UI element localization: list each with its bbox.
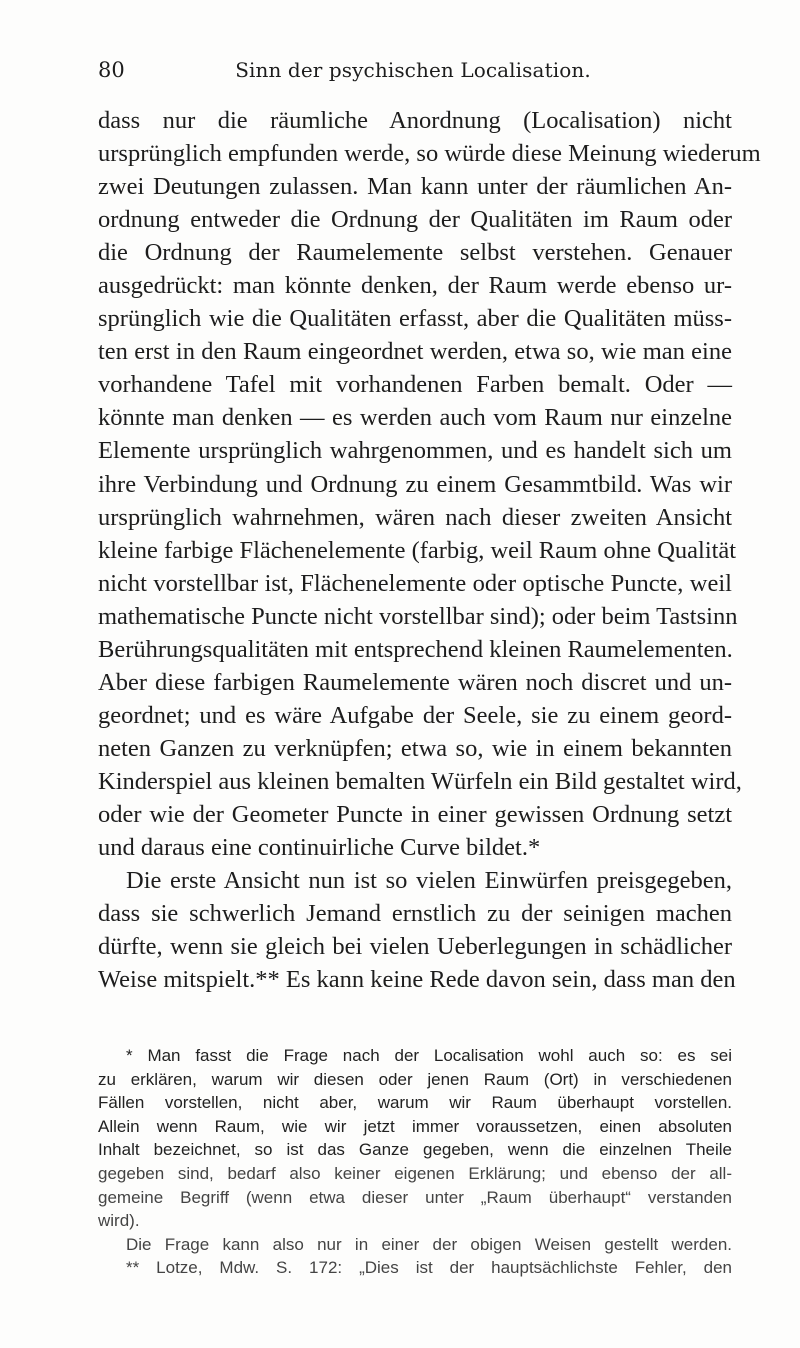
text-line: Die erste Ansicht nun ist so vielen Einwürfen preisgegeben, — [126, 867, 732, 895]
text-line: ursprünglich empfunden werde, so würde diese Meinung wiederum — [98, 140, 761, 168]
text-line: kleine farbige Flächenelemente (farbig, weil Raum ohne Qualität — [98, 536, 737, 564]
text-line: zwei Deutungen zulassen. Man kann unter der räumlichen An- — [98, 173, 732, 201]
page-header — [98, 58, 728, 88]
text-line: sprünglich wie die Qualitäten erfasst, aber die Qualitäten müss- — [98, 305, 732, 333]
footnote-line: gegeben sind, bedarf also keiner eigenen Erklärung; und ebenso der all- — [98, 1163, 732, 1183]
text-line: Aber diese farbigen Raumelemente wären noch discret und un- — [98, 668, 732, 696]
footnote-line: zu erklären, warum wir diesen oder jenen Raum (Ort) in verschiedenen — [98, 1069, 732, 1089]
text-line: könnte man denken — es werden auch vom Raum nur einzelne — [98, 404, 732, 432]
text-line: dass nur die räumliche Anordnung (Localisation) nicht — [98, 107, 732, 134]
text-line: Kinderspiel aus kleinen bemalten Würfeln ein Bild gestaltet wird, — [98, 767, 742, 795]
footnote-line: Fällen vorstellen, nicht aber, warum wir Raum überhaupt vorstellen. — [98, 1093, 732, 1113]
text-line: ihre Verbindung und Ordnung zu einem Gesammtbild. Was wir — [98, 470, 732, 498]
footnote-line: wird). — [98, 1211, 140, 1231]
footnote-line: ** Lotze, Mdw. S. 172: „Dies ist der hauptsächlichste Fehler, den — [126, 1258, 732, 1278]
text-line: die Ordnung der Raumelemente selbst verstehen. Genauer — [98, 239, 732, 267]
text-line: ursprünglich wahrnehmen, wären nach dieser zweiten Ansicht — [98, 503, 732, 531]
footnote-line: Allein wenn Raum, wie wir jetzt immer voraussetzen, einen absoluten — [98, 1116, 732, 1136]
text-line: ausgedrückt: man könnte denken, der Raum werde ebenso ur- — [98, 272, 732, 300]
text-line: mathematische Puncte nicht vorstellbar sind); oder beim Tastsinn — [98, 602, 738, 630]
text-line: Berührungsqualitäten mit entsprechend kleinen Raumelementen. — [98, 635, 733, 663]
text-line: Weise mitspielt.** Es kann keine Rede davon sein, dass man den — [98, 966, 736, 994]
text-line: und daraus eine continuirliche Curve bildet.* — [98, 834, 541, 862]
text-line: nicht vorstellbar ist, Flächenelemente oder optische Puncte, weil — [98, 569, 732, 597]
text-line: oder wie der Geometer Puncte in einer gewissen Ordnung setzt — [98, 800, 732, 828]
text-line: dürfte, wenn sie gleich bei vielen Ueberlegungen in schädlicher — [98, 933, 732, 961]
text-line: ordnung entweder die Ordnung der Qualitäten im Raum oder — [98, 206, 732, 234]
page-number: 80 — [98, 58, 125, 82]
footnote-line: * Man fasst die Frage nach der Localisation wohl auch so: es sei — [126, 1046, 732, 1065]
running-head: Sinn der psychischen Localisation. — [235, 58, 591, 82]
text-line: vorhandene Tafel mit vorhandenen Farben bemalt. Oder — — [98, 371, 732, 399]
text-line: geordnet; und es wäre Aufgabe der Seele, sie zu einem geord- — [98, 701, 732, 729]
footnote-line: gemeine Begriff (wenn etwa dieser unter „Raum überhaupt“ verstanden — [98, 1187, 732, 1207]
text-line: ten erst in den Raum eingeordnet werden, etwa so, wie man eine — [98, 338, 732, 366]
footnote-line: Inhalt bezeichnet, so ist das Ganze gegeben, wenn die einzelnen Theile — [98, 1140, 732, 1160]
text-line: neten Ganzen zu verknüpfen; etwa so, wie in einem bekannten — [98, 734, 732, 762]
main-text — [98, 104, 761, 996]
footnotes — [98, 1044, 732, 1280]
text-line: Elemente ursprünglich wahrgenommen, und es handelt sich um — [98, 437, 732, 465]
text-line: dass sie schwerlich Jemand ernstlich zu der seinigen machen — [98, 900, 732, 928]
footnote-line: Die Frage kann also nur in einer der obigen Weisen gestellt werden. — [126, 1234, 732, 1254]
